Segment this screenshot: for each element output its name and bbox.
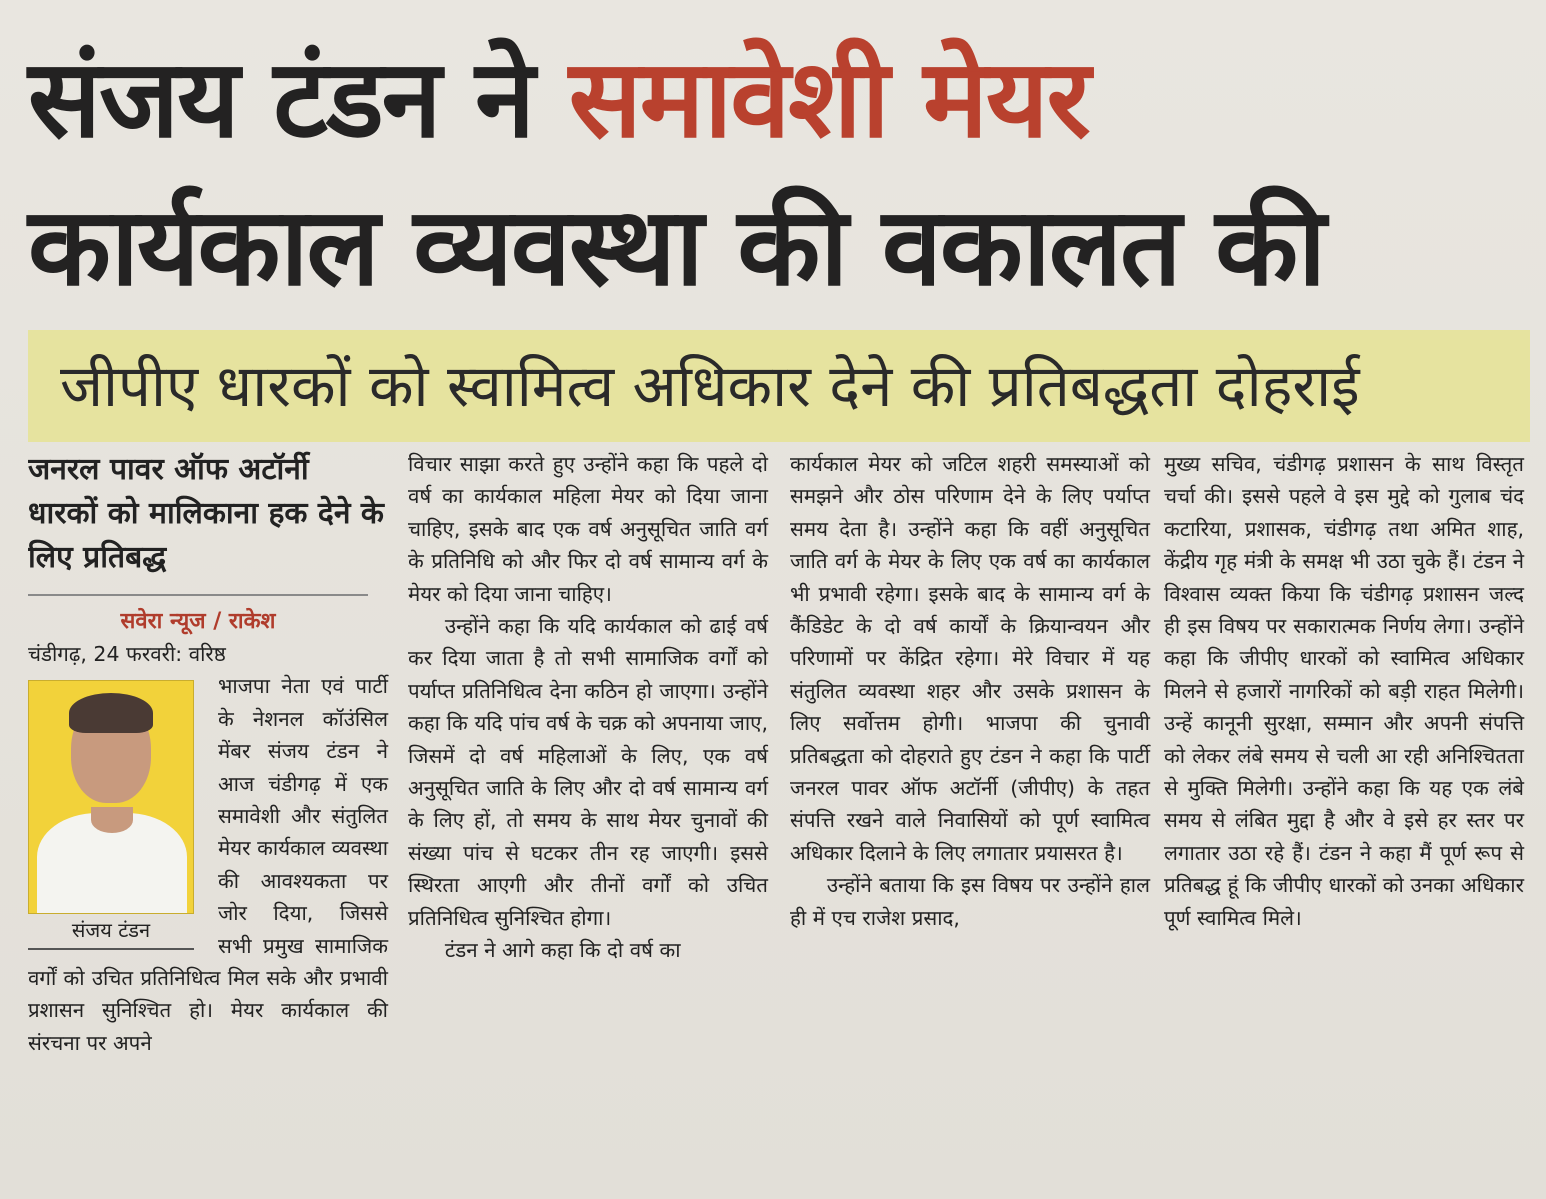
dateline: चंडीगढ़, 24 फरवरी: वरिष्ठ (28, 642, 226, 666)
headline-line-1-red: समावेशी मेयर (568, 37, 1089, 162)
column-3-paragraph-1: कार्यकाल मेयर को जटिल शहरी समस्याओं को समझने और ठोस परिणाम देने के लिए पर्याप्त समय देता है। उन्होंने कहा कि वहीं अनुसूचित जाति वर्ग के मेयर के लिए एक वर्ष का कार्यकाल भी प्रभावी रहेगा। इसके बाद के सामान्य वर्ग के कैंडिडेट के दो वर्ष कार्यों के क्रियान्वयन और परिणामों पर केंद्रित रहेगा। मेरे विचार में यह संतुलित व्यवस्था शहर और उसके प्रशासन के लिए सर्वोत्तम होगी। भाजपा की चुनावी प्रतिबद्धता को दोहराते हुए टंडन ने कहा कि पार्टी जनरल पावर ऑफ अटॉर्नी (जीपीए) के तहत संपत्ति रखने वाले निवासियों को पूर्ण स्वामित्व अधिकार दिलाने के लिए लगातार प्रयासरत है। (790, 452, 1150, 865)
portrait-hair (69, 693, 153, 733)
column-3-paragraph-2: उन्होंने बताया कि इस विषय पर उन्होंने हाल ही में एच राजेश प्रसाद, (790, 873, 1150, 930)
subheadline: जीपीए धारकों को स्वामित्व अधिकार देने की प्रतिबद्धता दोहराई (60, 352, 1360, 420)
byline: सवेरा न्यूज / राकेश (120, 609, 276, 634)
article-column-2 (408, 448, 768, 967)
photo-caption: संजय टंडन (28, 914, 194, 950)
kicker-headline: जनरल पावर ऑफ अटॉर्नी धारकों को मालिकाना हक देने के लिए प्रतिबद्ध (28, 452, 384, 575)
headline-line-1-dark: संजय टंडन ने (28, 37, 534, 162)
article-column-4 (1164, 448, 1524, 934)
column-1-paragraph: भाजपा नेता एवं पार्टी के नेशनल कॉउंसिल मेंबर संजय टंडन ने आज चंडीगढ़ में एक समावेशी और संतुलित मेयर कार्यकाल व्यवस्था की आवश्यकता पर जोर दिया, जिससे सभी प्रमुख सामाजिक वर्गों को उचित प्रतिनिधित्व मिल सके और प्रभावी प्रशासन सुनिश्चित हो। मेयर कार्यकाल की संरचना पर अपने (28, 674, 388, 1055)
article-column-1 (28, 448, 388, 1059)
column-2-paragraph-1: विचार साझा करते हुए उन्होंने कहा कि पहले दो वर्ष का कार्यकाल महिला मेयर को दिया जाना चाहिए, इसके बाद एक वर्ष अनुसूचित जाति वर्ग के प्रतिनिधि को और फिर दो वर्ष सामान्य वर्ग के मेयर को दिया जाना चाहिए। (408, 452, 768, 606)
column-2-paragraph-2: उन्होंने कहा कि यदि कार्यकाल को ढाई वर्ष कर दिया जाता है तो सभी सामाजिक वर्गों को पर्याप्त प्रतिनिधित्व देना कठिन हो जाएगा। उन्होंने कहा कि यदि पांच वर्ष के चक्र को अपनाया जाए, जिसमें दो वर्ष महिलाओं के लिए, एक वर्ष अनुसूचित जाति के लिए और दो वर्ष सामान्य वर्ग के लिए हों, तो समय के साथ मेयर चुनावों की संख्या पांच से घटकर तीन रह जाएगी। इससे स्थिरता आएगी और तीनों वर्गों को उचित प्रतिनिधित्व सुनिश्चित होगा। (408, 614, 768, 930)
kicker-divider (28, 594, 368, 596)
column-2-paragraph-3: टंडन ने आगे कहा कि दो वर्ष का (444, 938, 681, 963)
photo-block (28, 680, 204, 950)
headline-line-2: कार्यकाल व्यवस्था की वकालत की (28, 185, 1325, 310)
article-column-3 (790, 448, 1150, 934)
headline-line-1 (28, 30, 1528, 170)
portrait-photo (28, 680, 194, 914)
column-4-paragraph: मुख्य सचिव, चंडीगढ़ प्रशासन के साथ विस्तृत चर्चा की। इससे पहले वे इस मुद्दे को गुलाब चंद कटारिया, प्रशासक, चंडीगढ़ तथा अमित शाह, केंद्रीय गृह मंत्री के समक्ष भी उठा चुके हैं। टंडन ने विश्वास व्यक्त किया कि चंडीगढ़ प्रशासन जल्द ही इस विषय पर सकारात्मक निर्णय लेगा। उन्होंने कहा कि जीपीए धारकों को स्वामित्व अधिकार मिलने से हजारों नागरिकों को बड़ी राहत मिलेगी। उन्हें कानूनी सुरक्षा, सम्मान और अपनी संपत्ति को लेकर लंबे समय से चली आ रही अनिश्चितता से मुक्ति मिलेगी। उन्होंने कहा कि यह एक लंबे समय से लंबित मुद्दा है और वे इसे हर स्तर पर लगातार उठा रहे हैं। टंडन ने कहा मैं पूर्ण रूप से प्रतिबद्ध हूं कि जीपीए धारकों को उनका अधिकार पूर्ण स्वामित्व मिले। (1164, 452, 1524, 930)
